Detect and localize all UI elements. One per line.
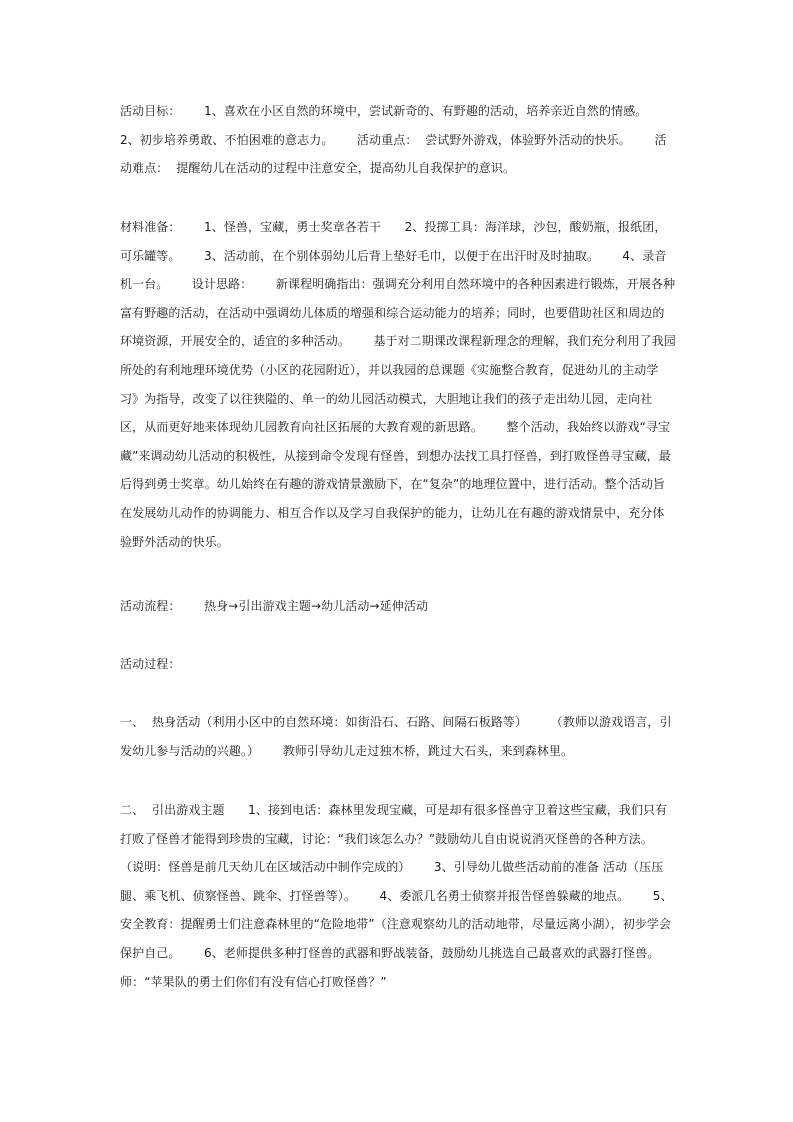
paragraph-materials-design: 材料准备： 1、怪兽，宝藏，勇士奖章各若干 2、投掷工具：海洋球，沙包，酸奶瓶，报纸团，可乐罐等。 3、活动前，在个别体弱幼儿后背上垫好毛巾，以便于在出汗时及时抽取。 4、录音机一台。 设计思路： 新课程明确指出：强调充分利用自然环境中的各种因素进行锻炼，开展各种富有野趣的活动，在活动中强调幼儿体质的增强和综合运动能力的培养；同时，也要借助社区和周边的环境资源，开展安全的，适宜的多种活动。 基于对二期课改课程新理念的理解，我们充分利用了我园所处的有利地理环境优势（小区的花园附近），并以我园的总课题《实施整合教育，促进幼儿的主动学习》为指导，改变了以往狭隘的、单一的幼儿园活动模式，大胆地让我们的孩子走出幼儿园，走向社区，从而更好地来体现幼儿园教育向社区拓展的大教育观的新思路。 整个活动，我始终以游戏“寻宝藏”来调动幼儿活动的积极性，从接到命令发现有怪兽，到想办法找工具打怪兽，到打败怪兽寻宝藏，最后得到勇士奖章。幼儿始终在有趣的游戏情景激励下，在“复杂”的地理位置中，进行活动。整个活动旨在发展幼儿动作的协调能力、相互合作以及学习自我保护的能力，让幼儿在有趣的游戏情景中，充分体验野外活动的快乐。 — [120, 220, 676, 549]
paragraph-flow: 活动流程： 热身→引出游戏主题→幼儿活动→延伸活动 — [120, 599, 429, 613]
paragraph-process-heading: 活动过程： — [120, 657, 181, 671]
paragraph-warmup: 一、 热身活动（利用小区中的自然环境：如街沿石、石路、间隔石板路等） （教师以游戏语言，引发幼儿参与活动的兴趣。） 教师引导幼儿走过独木桥，跳过大石头，来到森林里。 — [120, 715, 672, 758]
paragraph-goals: 活动目标： 1、喜欢在小区自然的环境中，尝试新奇的、有野趣的活动，培养亲近自然的情感。 2、初步培养勇敢、不怕困难的意志力。 活动重点： 尝试野外游戏，体验野外活动的快乐。 活动难点： 提醒幼儿在活动的过程中注意安全，提高幼儿自我保护的意识。 — [120, 104, 671, 176]
paragraph-game-theme: 二、 引出游戏主题 1、接到电话：森林里发现宝藏，可是却有很多怪兽守卫着这些宝藏，我们只有打败了怪兽才能得到珍贵的宝藏，讨论：“我们该怎么办？”鼓励幼儿自由说说消灭怪兽的各种方法。 （说明：怪兽是前几天幼儿在区域活动中制作完成的） 3、引导幼儿做些活动前的准备 活动（压压腿、乘飞机、侦察怪兽、跳伞、打怪兽等）。 4、委派几名勇士侦察并报告怪兽躲藏的地点。 5、安全教育：提醒勇士们注意森林里的“危险地带”（注意观察幼儿的活动地带，尽量远离小湖），初步学会保护自己。 6、老师提供多种打怪兽的武器和野战装备，鼓励幼儿挑选自己最喜欢的武器打怪兽。 师：“苹果队的勇士们你们有没有信心打败怪兽？” — [120, 803, 683, 989]
